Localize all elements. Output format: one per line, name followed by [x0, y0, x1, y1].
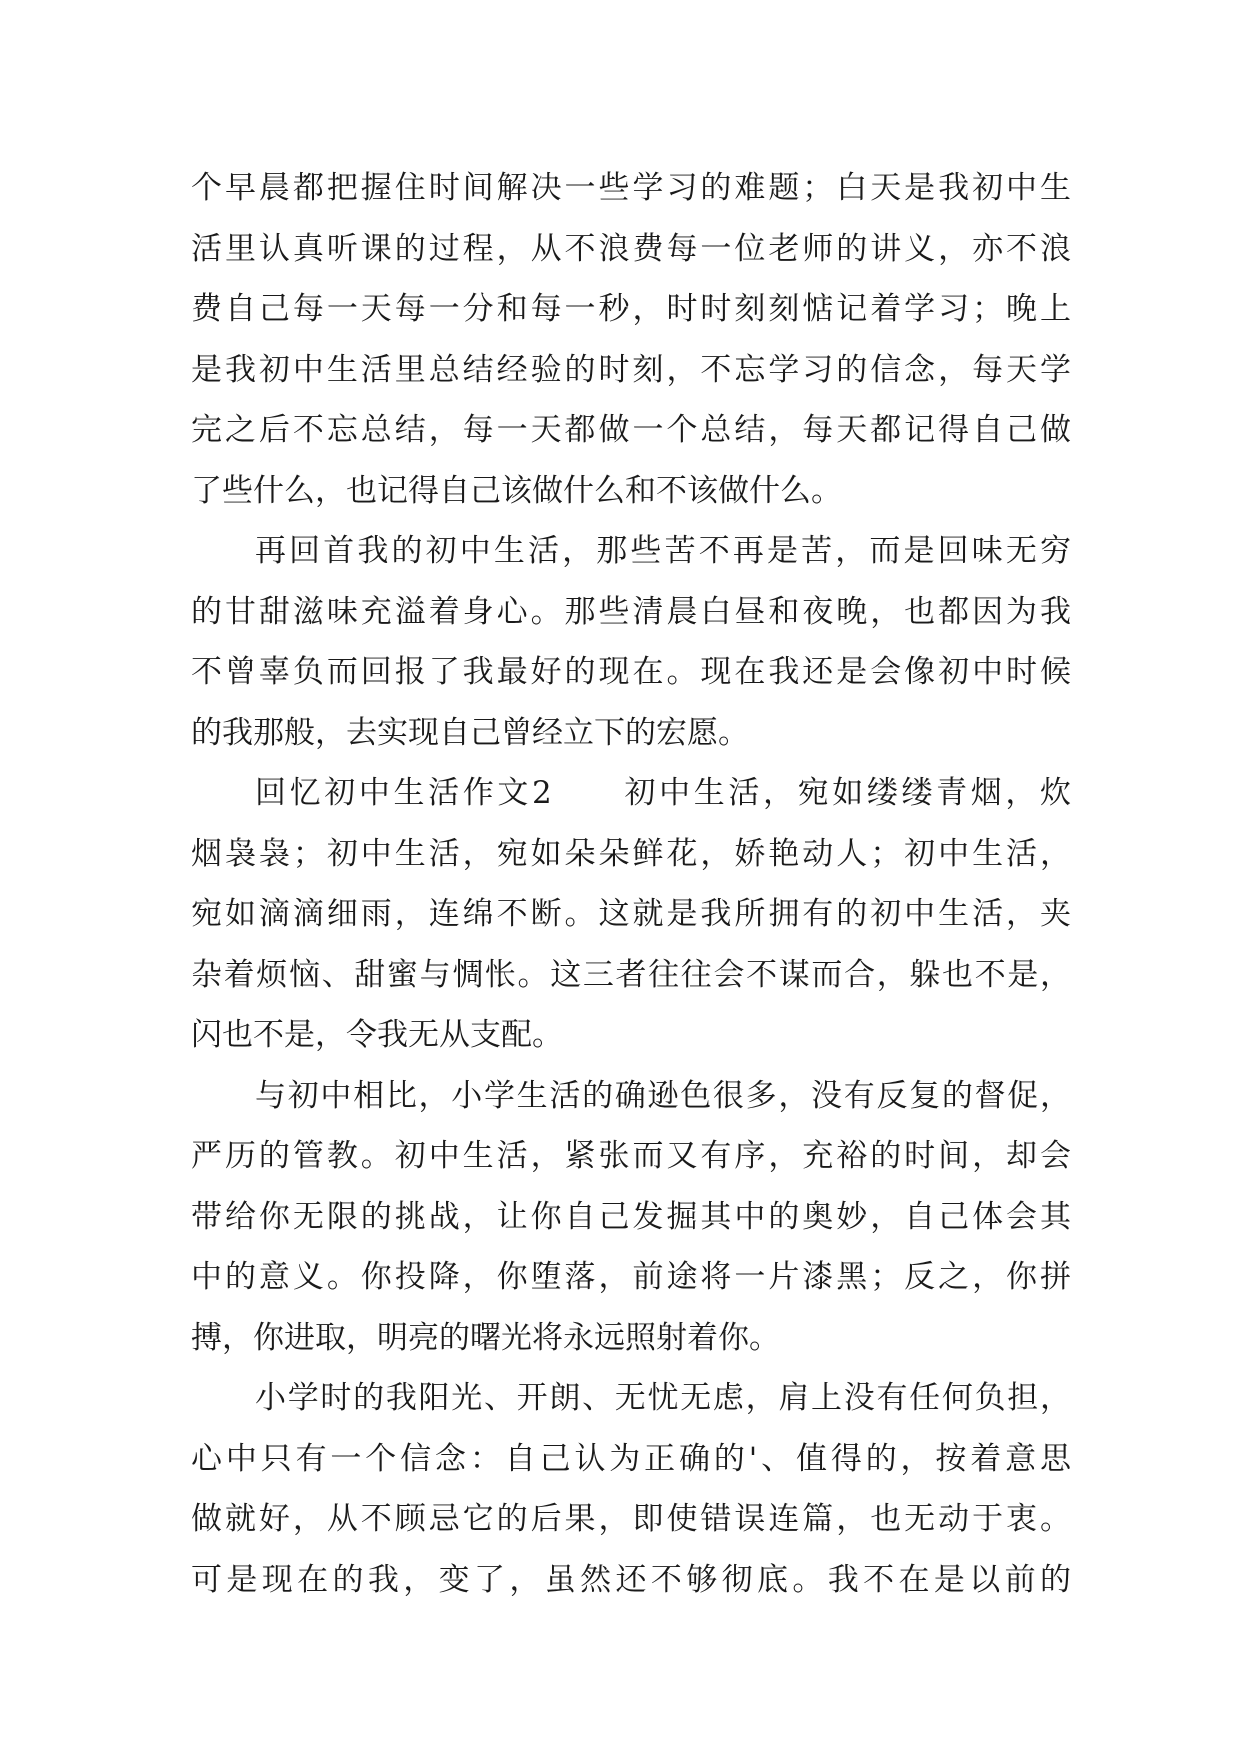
text-line: 活里认真听课的过程，从不浪费每一位老师的讲义，亦不浪 [191, 230, 1071, 267]
text-line: 宛如滴滴细雨，连绵不断。这就是我所拥有的初中生活，夹 [191, 896, 1071, 932]
text-line: 不曾辜负而回报了我最好的现在。现在我还是会像初中时候 [191, 654, 1071, 690]
text-line: 再回首我的初中生活，那些苦不再是苦，而是回味无穷 [255, 533, 1071, 569]
text-line: 烟袅袅；初中生活，宛如朵朵鲜花，娇艳动人；初中生活， [191, 835, 1071, 872]
text-line: 是我初中生活里总结经验的时刻，不忘学习的信念，每天学 [191, 351, 1071, 388]
text-line: 中的意义。你投降，你堕落，前途将一片漆黑；反之，你拼 [191, 1259, 1071, 1295]
text-line: 回忆初中生活作文2 初中生活，宛如缕缕青烟，炊 [255, 775, 1071, 811]
text-line: 做就好，从不顾忌它的后果，即使错误连篇，也无动于衷。 [191, 1501, 1071, 1537]
text-line: 完之后不忘总结，每一天都做一个总结，每天都记得自己做 [191, 412, 1071, 448]
text-line: 的我那般，去实现自己曾经立下的宏愿。 [191, 714, 749, 751]
text-line: 闪也不是，令我无从支配。 [191, 1017, 563, 1053]
text-line: 费自己每一天每一分和每一秒，时时刻刻惦记着学习；晚上 [191, 291, 1071, 327]
document-body [191, 158, 1071, 1610]
text-line: 个早晨都把握住时间解决一些学习的难题；白天是我初中生 [191, 170, 1071, 206]
text-line: 严历的管教。初中生活，紧张而又有序，充裕的时间，却会 [191, 1138, 1071, 1174]
text-line: 与初中相比，小学生活的确逊色很多，没有反复的督促， [255, 1077, 1071, 1114]
text-line: 心中只有一个信念：自己认为正确的'、值得的，按着意思 [191, 1440, 1071, 1477]
text-line: 的甘甜滋味充溢着身心。那些清晨白昼和夜晚，也都因为我 [191, 593, 1071, 630]
text-line: 小学时的我阳光、开朗、无忧无虑，肩上没有任何负担， [255, 1380, 1071, 1416]
text-line: 搏，你进取，明亮的曙光将永远照射着你。 [191, 1319, 780, 1356]
text-line: 杂着烦恼、甜蜜与惆怅。这三者往往会不谋而合，躲也不是， [191, 956, 1071, 993]
text-line: 可是现在的我，变了，虽然还不够彻底。我不在是以前的 [191, 1561, 1071, 1598]
text-line: 了些什么，也记得自己该做什么和不该做什么。 [191, 472, 842, 509]
text-line: 带给你无限的挑战，让你自己发掘其中的奥妙，自己体会其 [191, 1198, 1071, 1235]
